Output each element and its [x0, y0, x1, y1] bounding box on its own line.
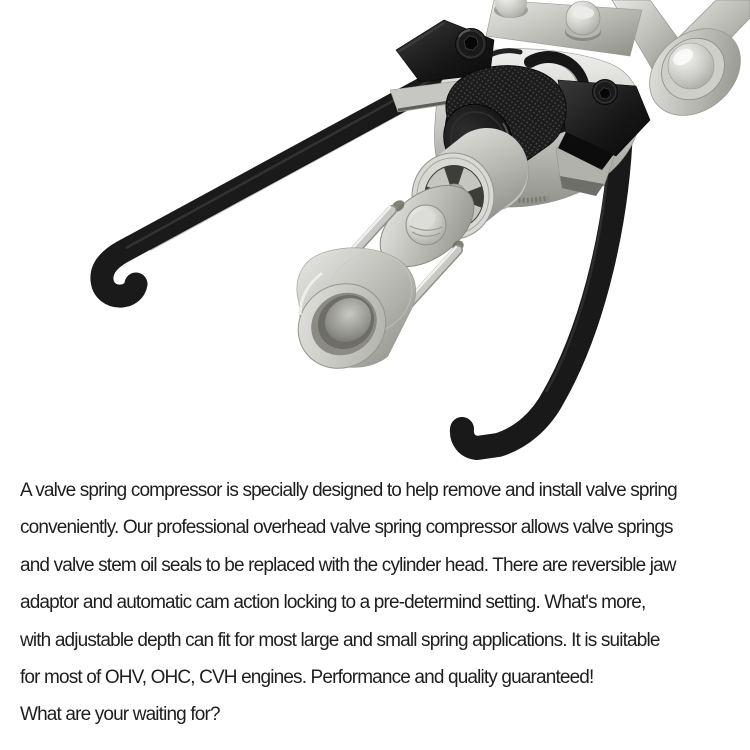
description-line: and valve stem oil seals to be replaced with the cylinder head. There are reversible jaw [20, 554, 676, 576]
description-line: with adjustable depth can fit for most large and small spring applications. It is suitable [20, 629, 660, 651]
description-line: What are your waiting for? [20, 704, 220, 726]
hex-socket-screw [456, 29, 487, 60]
boss-bolt [406, 205, 446, 245]
description-line: for most of OHV, OHC, CVH engines. Performance and quality guaranteed! [20, 667, 594, 689]
description-line: A valve spring compressor is specially designed to help remove and install valve spring [20, 480, 677, 501]
description-line: conveniently. Our professional overhead valve spring compressor allows valve springs [20, 517, 673, 539]
hex-socket-screw [593, 80, 618, 105]
product-description [0, 472, 750, 734]
dome-rivet [668, 43, 714, 89]
description-line: adaptor and automatic cam action locking to a pre-determind setting. What's more, [20, 592, 646, 614]
